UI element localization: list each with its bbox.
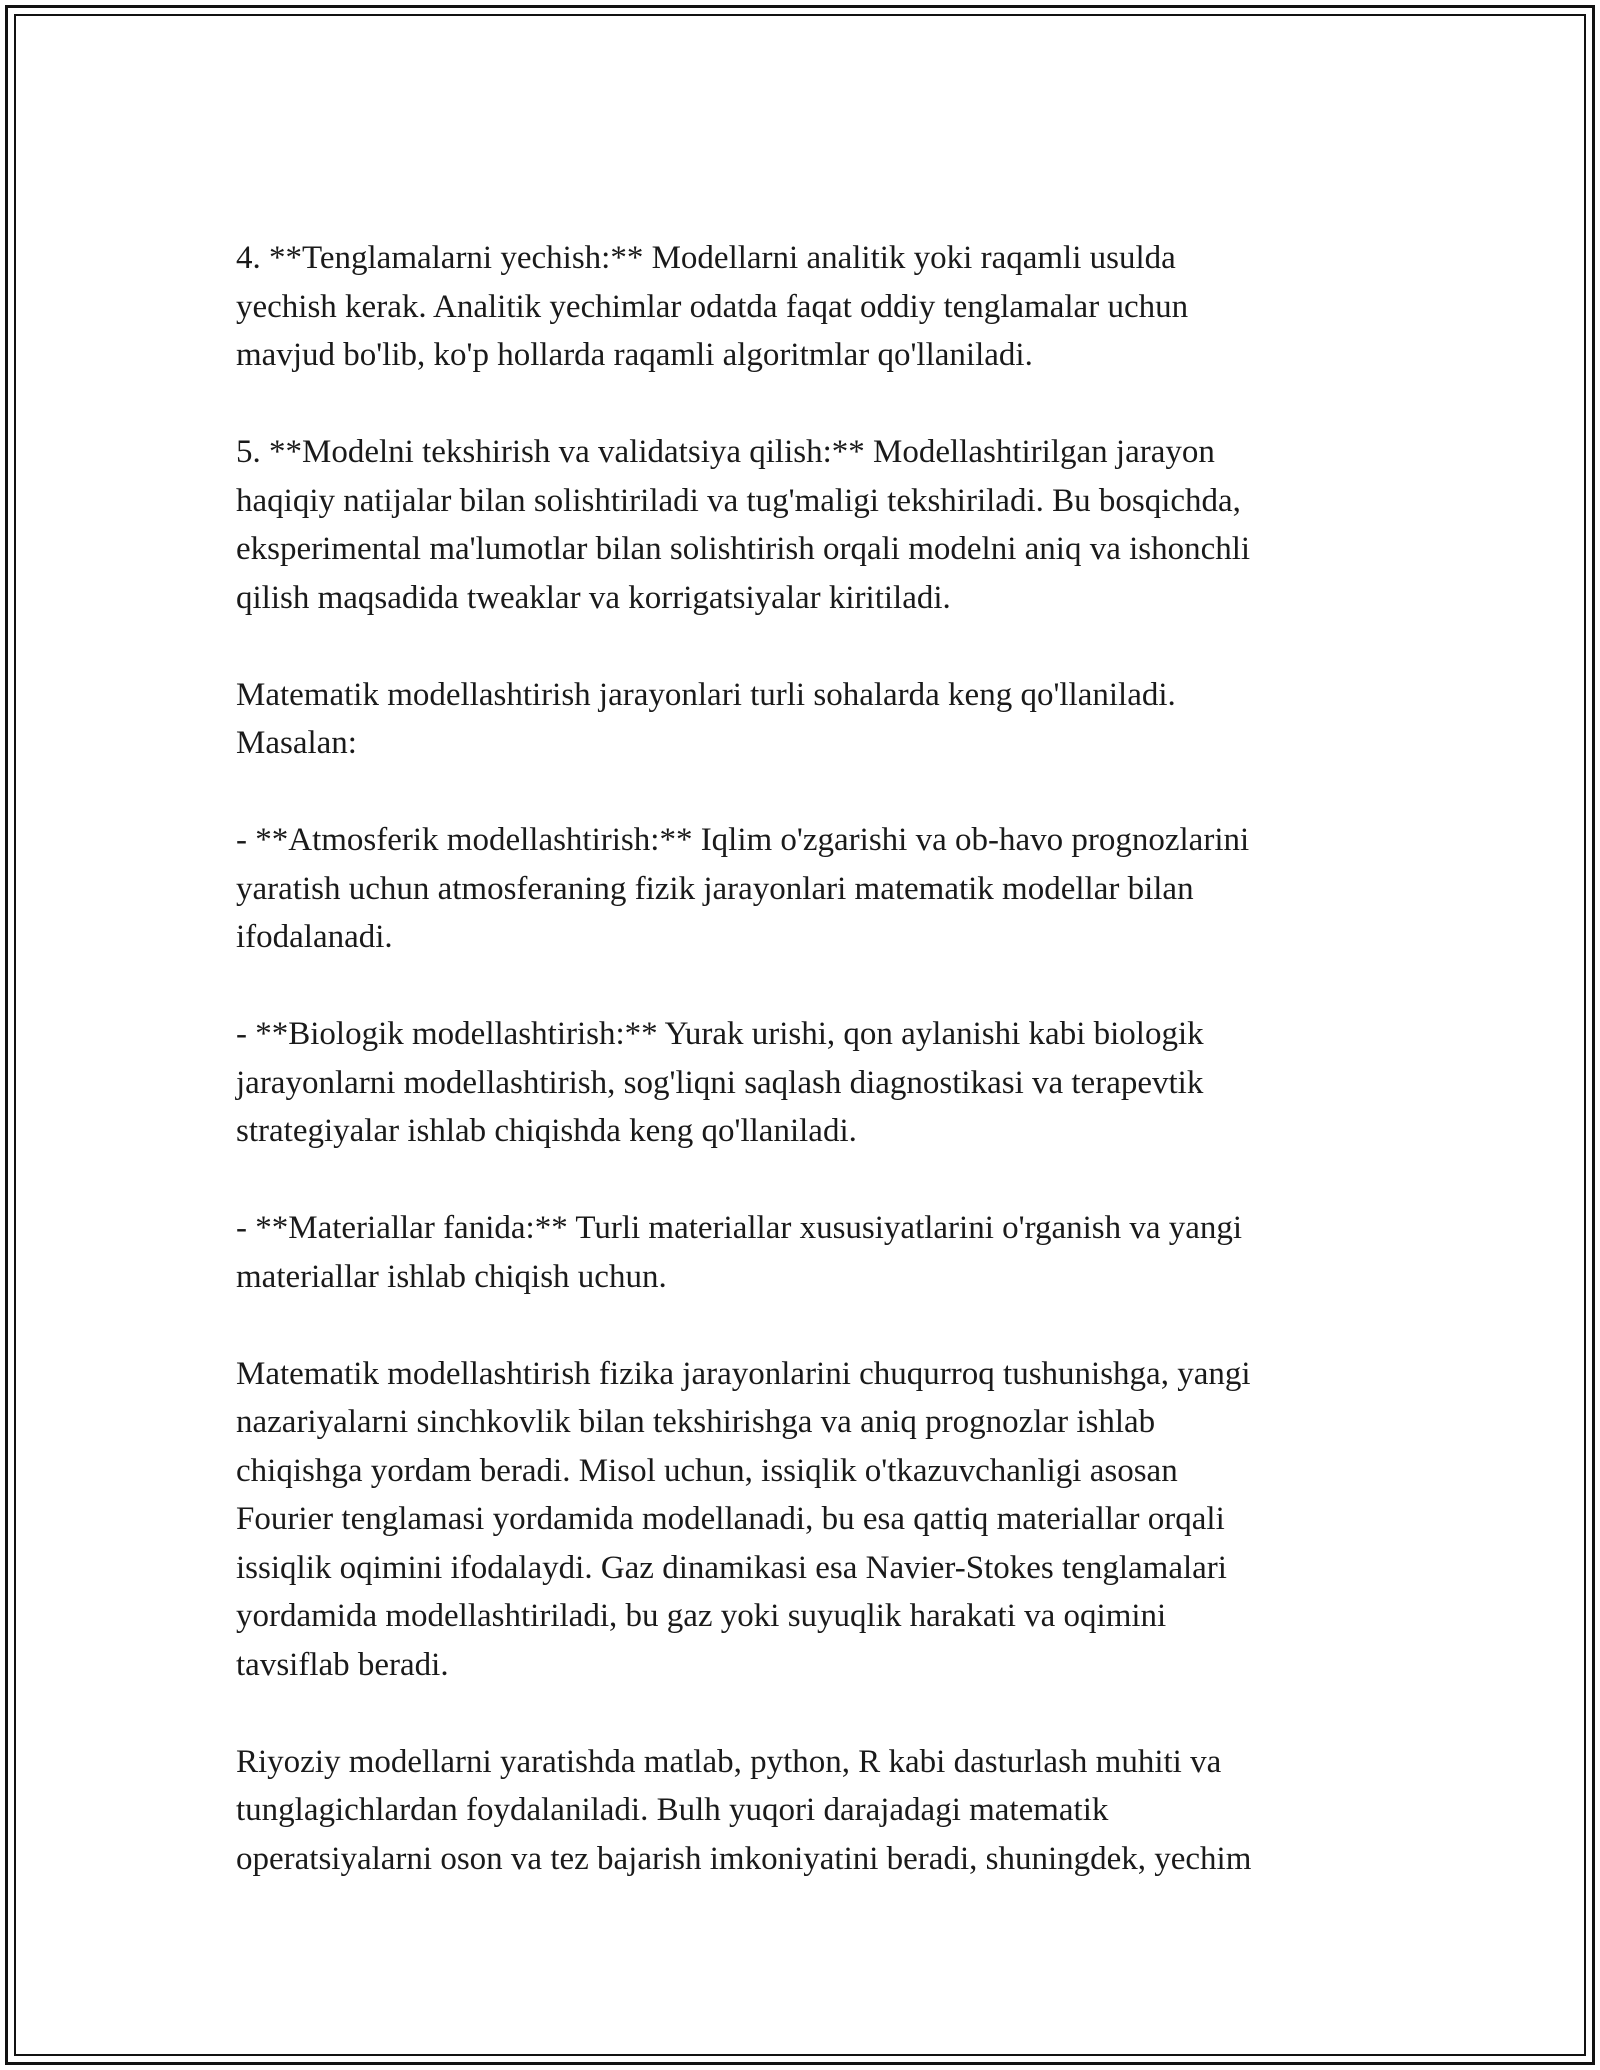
- paragraph-step-4: 4. **Tenglamalarni yechish:** Modellarni analitik yoki raqamli usulda yechish kerak. Analitik yechimlar odatda faqat oddiy tenglamalar uchun mavjud bo'lib, ko'p hollarda raqamli algoritmlar qo'llaniladi.: [236, 240, 1189, 373]
- list-item-biological: - **Biologik modellashtirish:** Yurak urishi, qon aylanishi kabi biologik jarayonlarni modellashtirish, sog'liqni saqlash diagnostikasi va terapevtik strategiyalar ishlab chiqishda keng qo'llaniladi.: [236, 1016, 1204, 1149]
- list-item-materials: - **Materiallar fanida:** Turli materiallar xususiyatlarini o'rganish va yangi materiallar ishlab chiqish uchun.: [236, 1210, 1243, 1295]
- paragraph-physics-modeling: Matematik modellashtirish fizika jarayonlarini chuqurroq tushunishga, yangi nazariyalarni sinchkovlik bilan tekshirishga va aniq prognozlar ishlab chiqishga yordam beradi. Misol uchun, issiqlik o'tkazuvchanligi asosan Fourier tenglamasi yordamida modellanadi, bu esa qattiq materiallar orqali issiqlik oqimini ifodalaydi. Gaz dinamikasi esa Navier-Stokes tenglamalari yordamida modellashtiriladi, bu gaz yoki suyuqlik harakati va oqimini tavsiflab beradi.: [236, 1355, 1251, 1683]
- list-item-atmospheric: - **Atmosferik modellashtirish:** Iqlim o'zgarishi va ob-havo prognozlarini yaratish uchun atmosferaning fizik jarayonlari matematik modellar bilan ifodalanadi.: [236, 822, 1250, 955]
- paragraph-step-5: 5. **Modelni tekshirish va validatsiya qilish:** Modellashtirilgan jarayon haqiqiy natijalar bilan solishtiriladi va tug'maligi tekshiriladi. Bu bosqichda, eksperimental ma'lumotlar bilan solishtirish orqali modelni aniq va ishonchli qilish maqsadida tweaklar va korrigatsiyalar kiritiladi.: [236, 434, 1251, 616]
- paragraph-software-tools: Riyoziy modellarni yaratishda matlab, python, R kabi dasturlash muhiti va tunglagichlardan foydalaniladi. Bulh yuqori darajadagi matematik operatsiyalarni oson va tez bajarish imkoniyatini beradi, shuningdek, yechim: [236, 1743, 1252, 1877]
- paragraph-applications-intro: Matematik modellashtirish jarayonlari turli sohalarda keng qo'llaniladi. Masalan:: [236, 676, 1176, 761]
- document-body: [236, 234, 1376, 1932]
